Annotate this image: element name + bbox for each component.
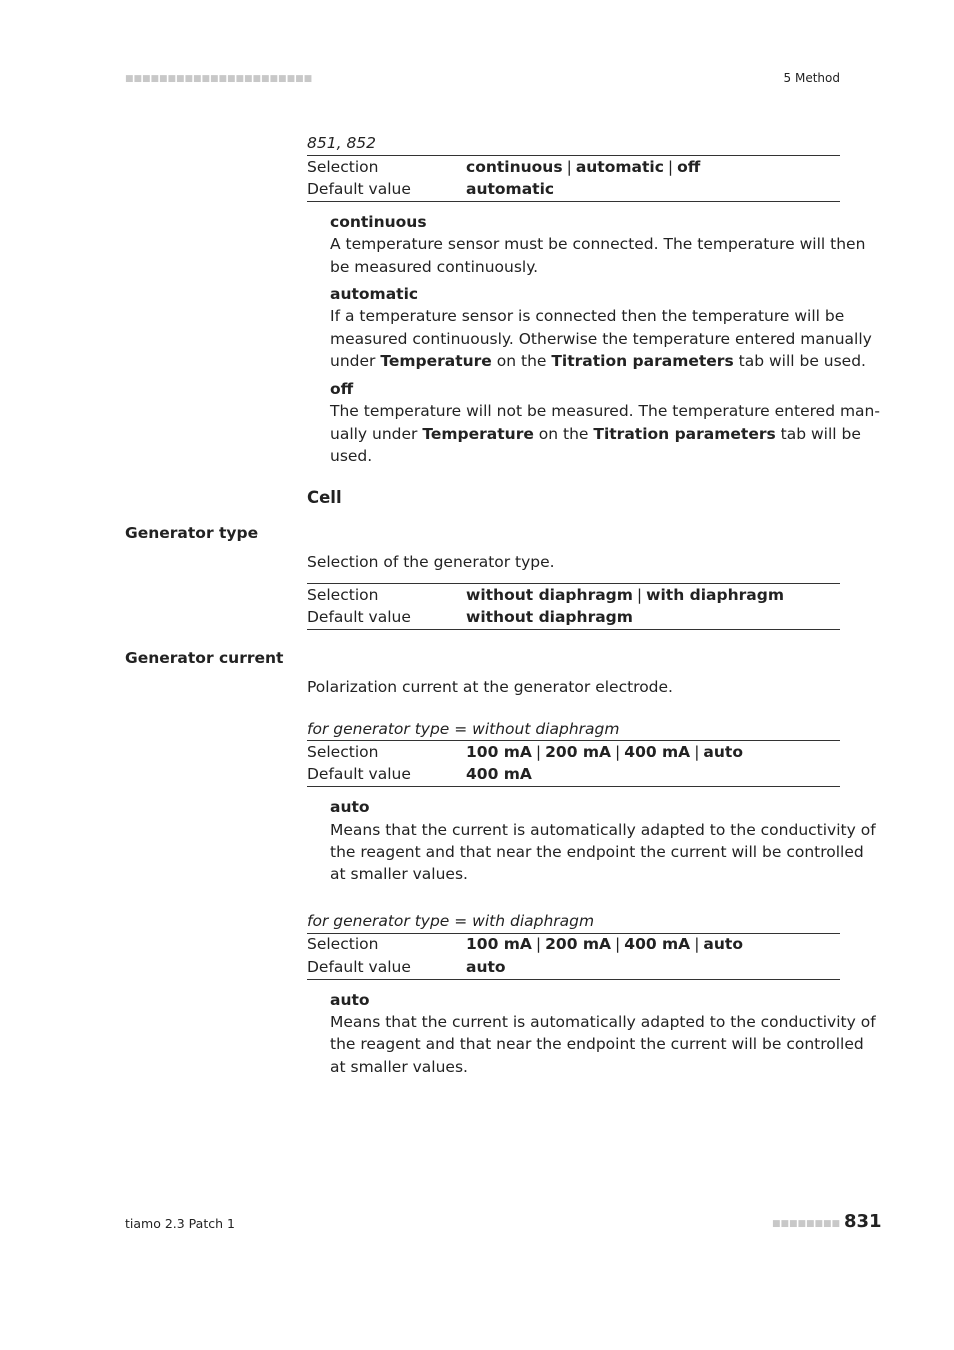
table-rule-bottom — [307, 786, 840, 787]
text-run: ually under — [330, 425, 423, 443]
selection-value: automatic — [575, 158, 664, 176]
option-text: Means that the current is automatically adapted to the conductivity of — [330, 821, 876, 839]
selection-value: 100 mA — [466, 743, 532, 761]
default-value: 400 mA — [466, 765, 532, 783]
selection-values: 100 mA | 200 mA | 400 mA | auto — [466, 935, 743, 953]
default-label: Default value — [307, 958, 411, 976]
selection-value: continuous — [466, 158, 563, 176]
table-rule-bottom — [307, 201, 840, 202]
option-term: off — [330, 380, 354, 398]
option-text: the reagent and that near the endpoint the current will be controlled — [330, 1035, 864, 1053]
selection-value: with diaphragm — [646, 586, 784, 604]
selection-values: without diaphragm | with diaphragm — [466, 586, 784, 604]
option-term: automatic — [330, 285, 419, 303]
option-text: used. — [330, 447, 373, 465]
selection-value: off — [677, 158, 701, 176]
selection-value: 200 mA — [545, 935, 612, 953]
chapter-title: 5 Method — [783, 71, 840, 85]
footer-decoration: ■■■■■■■■ — [772, 1219, 841, 1229]
parameter-title: Generator current — [125, 649, 284, 667]
default-value: automatic — [466, 180, 555, 198]
default-value: auto — [466, 958, 506, 976]
option-text — [330, 423, 861, 446]
selection-value: auto — [703, 743, 743, 761]
text-run: tab will be used. — [733, 352, 866, 370]
ui-reference: Titration parameters — [593, 425, 776, 443]
selection-label: Selection — [307, 586, 379, 604]
option-text: Means that the current is automatically adapted to the conductivity of — [330, 1013, 876, 1031]
selection-value: 400 mA — [624, 743, 691, 761]
option-term: auto — [330, 991, 370, 1009]
option-text — [330, 350, 866, 373]
text-run: tab will be — [775, 425, 861, 443]
header-decoration: ■■■■■■■■■■■■■■■■■■■■■■ — [125, 74, 313, 84]
option-text: measured continuously. Otherwise the temperature entered manually — [330, 330, 872, 348]
option-text: The temperature will not be measured. The temperature entered man- — [330, 402, 880, 420]
default-label: Default value — [307, 765, 411, 783]
selection-value: 200 mA — [545, 743, 612, 761]
text-run: under — [330, 352, 381, 370]
condition-note: for generator type = with diaphragm — [307, 912, 595, 930]
default-label: Default value — [307, 180, 411, 198]
option-term: auto — [330, 798, 370, 816]
default-label: Default value — [307, 608, 411, 626]
selection-label: Selection — [307, 935, 379, 953]
option-text: at smaller values. — [330, 1058, 468, 1076]
selection-value: 100 mA — [466, 935, 532, 953]
selection-value: 400 mA — [624, 935, 691, 953]
text-run: on the — [491, 352, 552, 370]
option-text: be measured continuously. — [330, 258, 539, 276]
selection-values: 100 mA | 200 mA | 400 mA | auto — [466, 743, 743, 761]
selection-values: continuous | automatic | off — [466, 158, 701, 176]
table-rule-bottom — [307, 629, 840, 630]
footer-product: tiamo 2.3 Patch 1 — [125, 1216, 235, 1231]
selection-label: Selection — [307, 158, 379, 176]
option-text: the reagent and that near the endpoint the current will be controlled — [330, 843, 864, 861]
ui-reference: Temperature — [422, 425, 534, 443]
text-run: on the — [533, 425, 594, 443]
option-text: A temperature sensor must be connected. The temperature will then — [330, 235, 866, 253]
device-note: 851, 852 — [307, 134, 377, 152]
option-term: continuous — [330, 213, 427, 231]
option-text: If a temperature sensor is connected then the temperature will be — [330, 307, 845, 325]
section-heading-cell: Cell — [307, 488, 342, 507]
ui-reference: Temperature — [380, 352, 492, 370]
selection-value: auto — [703, 935, 743, 953]
option-text: at smaller values. — [330, 865, 468, 883]
selection-value: without diaphragm — [466, 586, 633, 604]
parameter-title: Generator type — [125, 524, 259, 542]
selection-label: Selection — [307, 743, 379, 761]
default-value: without diaphragm — [466, 608, 633, 626]
parameter-description: Selection of the generator type. — [307, 553, 555, 571]
ui-reference: Titration parameters — [551, 352, 734, 370]
page-number: 831 — [844, 1211, 882, 1232]
condition-note: for generator type = without diaphragm — [307, 720, 620, 738]
table-rule-bottom — [307, 979, 840, 980]
parameter-description: Polarization current at the generator electrode. — [307, 678, 673, 696]
